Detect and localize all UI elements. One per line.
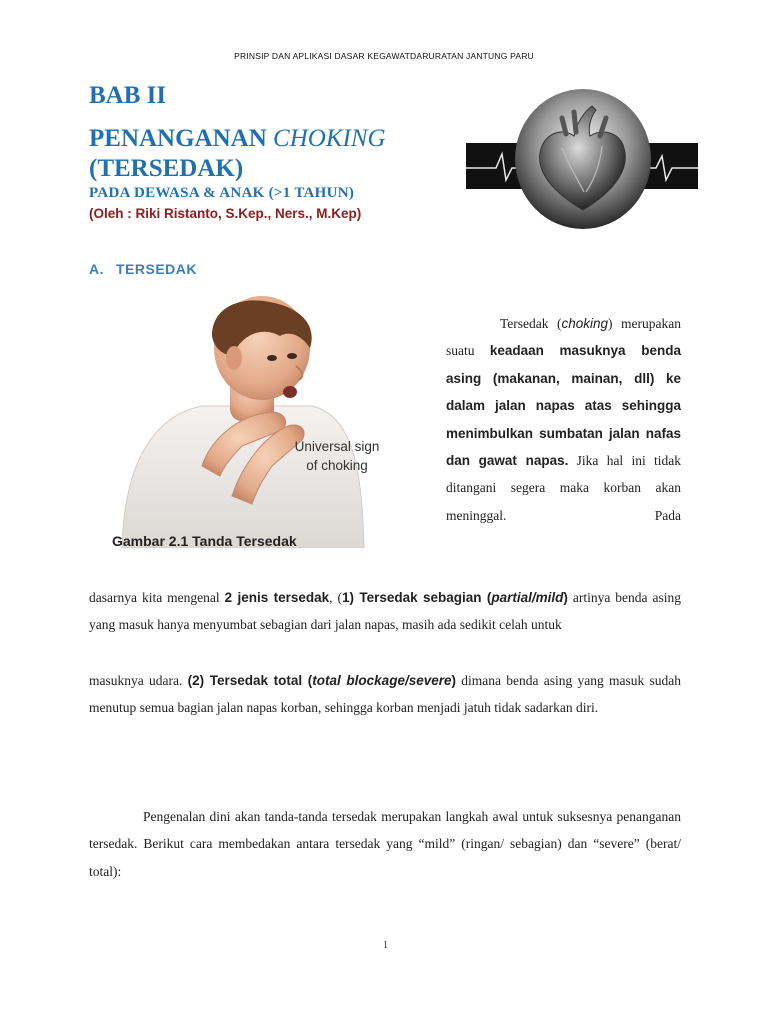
right-column-text: Tersedak (choking) merupakan suatu keadaan masuknya benda asing (makanan, mainan, dll) ke dalam jalan napas atas sehingga menimbulkan sumbatan jalan nafas dan gawat napas. Jika hal ini tidak ditangani segera maka korban akan meninggal. Pada <box>446 316 682 523</box>
figure-caption: Gambar 2.1 Tanda Tersedak <box>112 533 297 549</box>
choking-illustration <box>112 296 432 548</box>
col-bold: keadaan masuknya benda asing (makanan, mainan, dll) ke dalam jalan napas atas sehingga menimbulkan sumbatan jalan nafas dan gawat napas. <box>446 343 682 469</box>
paragraph-3: Pengenalan dini akan tanda-tanda tersedak merupakan langkah awal untuk suksesnya penanganan tersedak. Berikut cara membedakan antara tersedak yang “mild” (ringan/ sebagian) dan “severe” (berat/ total): <box>89 809 681 879</box>
paragraph-1 <box>89 584 681 639</box>
chapter-subtitle: PADA DEWASA & ANAK (>1 TAHUN) <box>89 185 355 201</box>
section-title: TERSEDAK <box>116 261 198 277</box>
title-part1: PENANGANAN <box>89 125 274 152</box>
chapter-author: (Oleh : Riki Ristanto, S.Kep., Ners., M.Kep) <box>89 206 362 221</box>
running-head: PRINSIP DAN APLIKASI DASAR KEGAWATDARURATAN JANTUNG PARU <box>234 51 534 61</box>
page-number: 1 <box>383 940 388 951</box>
figure-label-line1: Universal sign <box>294 439 380 454</box>
section-heading <box>89 261 197 277</box>
p2-b2: ) <box>451 673 456 688</box>
p1-t3: artinya benda asing yang masuk hanya menyumbat sebagian dari jalan napas, masih ada sedikit celah untuk <box>89 590 682 633</box>
p1-b1: 2 jenis tersedak <box>224 590 330 605</box>
p1-b2: 1) Tersedak sebagian ( <box>342 590 492 605</box>
heart-ecg-image <box>466 88 698 230</box>
p1-b3: ) <box>563 590 568 605</box>
paragraph-2 <box>89 667 681 722</box>
chapter-title <box>89 124 469 184</box>
col-italic: choking <box>561 316 609 331</box>
p1-t1: dasarnya kita mengenal <box>89 590 225 605</box>
p2-t1: masuknya udara. <box>89 673 188 688</box>
p1-t2: , ( <box>329 590 342 605</box>
chapter-number: BAB II <box>89 82 167 109</box>
section-number: A. <box>89 261 104 277</box>
title-part2: (TERSEDAK) <box>89 155 244 182</box>
p2-t2: dimana benda asing yang masuk sudah menutup semua bagian jalan napas korban, sehingga korban menjadi jatuh tidak sadarkan diri. <box>89 673 681 716</box>
p2-bi1: total blockage/severe <box>312 673 452 688</box>
title-italic: CHOKING <box>273 125 386 152</box>
p2-b1: (2) Tersedak total ( <box>187 673 313 688</box>
col-rest: Jika hal ini tidak ditangani segera maka korban akan meninggal. Pada <box>446 453 682 523</box>
figure-label-line2: of choking <box>306 458 368 473</box>
col-word1: Tersedak <box>500 316 549 331</box>
p1-bi1: partial/mild <box>491 590 564 605</box>
col-word3: merupakan suatu <box>446 316 681 359</box>
